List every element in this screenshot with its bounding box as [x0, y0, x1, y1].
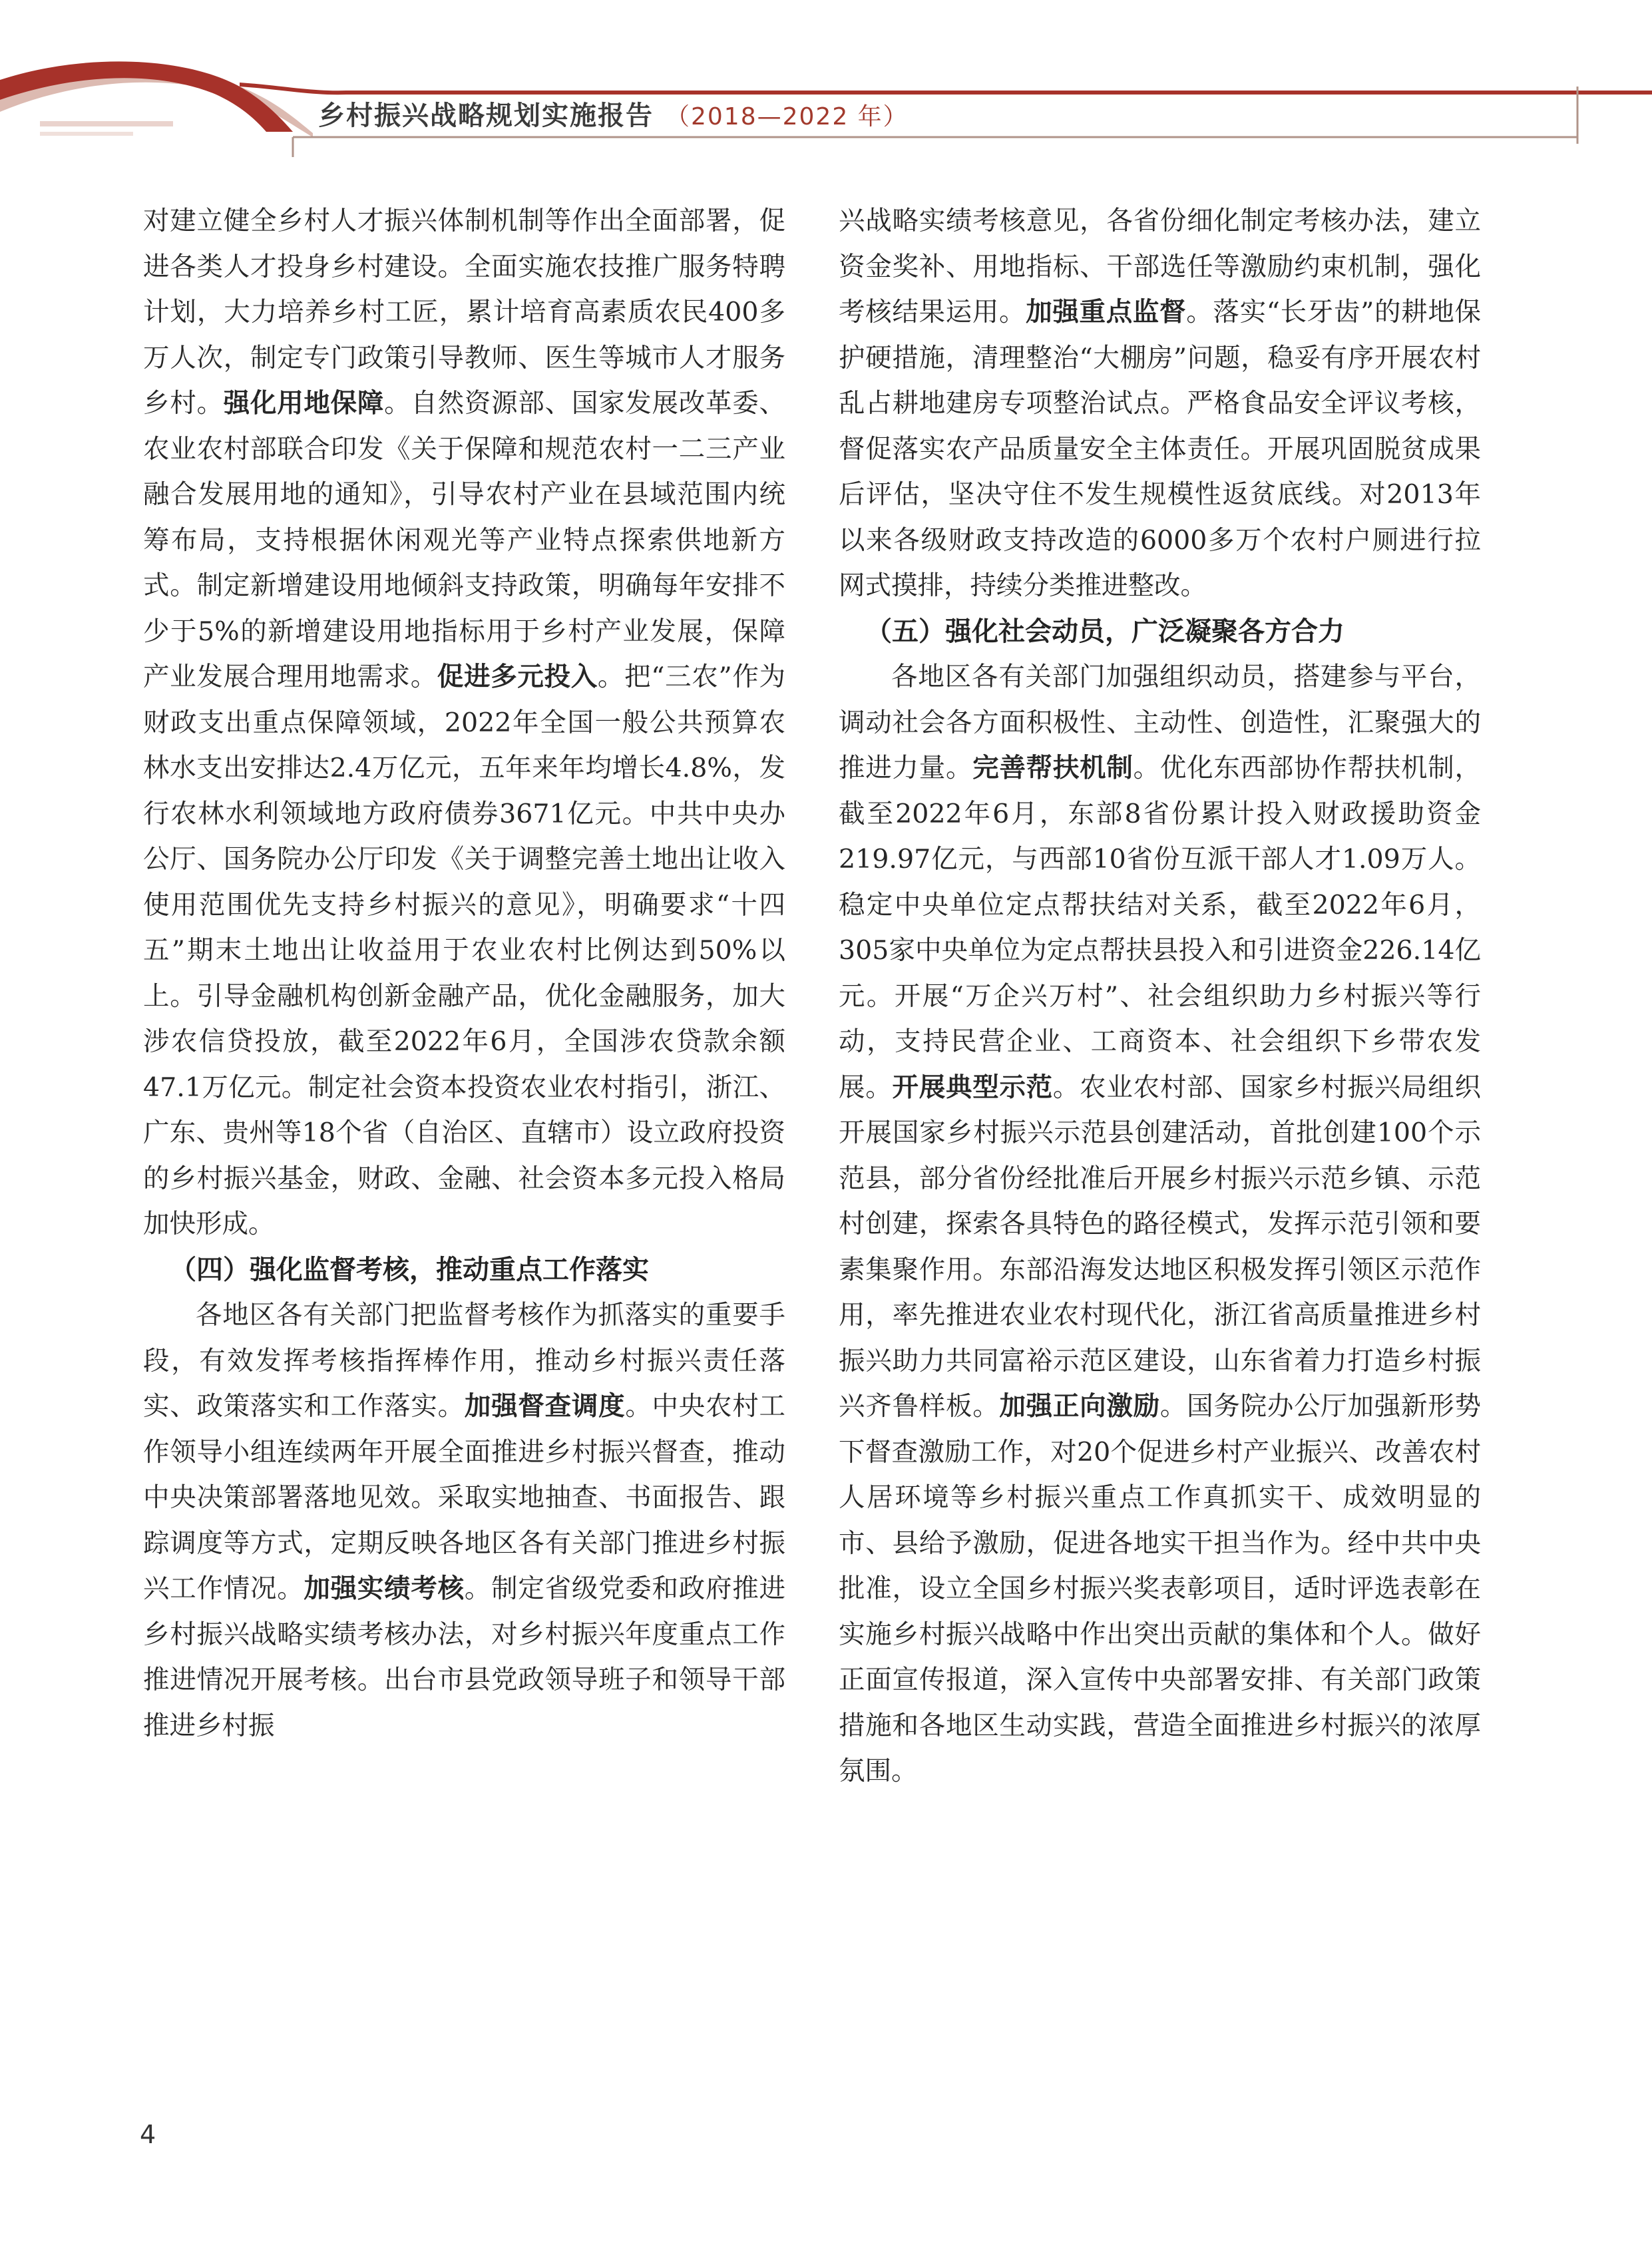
page-number: 4 [140, 2120, 156, 2149]
bold-keyword: 强化用地保障 [223, 388, 385, 419]
paragraph-text: 。农业农村部、国家乡村振兴局组织开展国家乡村振兴示范县创建活动，首批创建100个示范县，部分省份经批准后开展乡村振兴示范乡镇、示范村创建，探索各具特色的路径模式，发挥示范引领和要素集聚作用。东部沿海发达地区积极发挥引领区示范作用，率先推进农业农村现代化，浙江省高质量推进乡村振兴助力共同富裕示范区建设，山东省着力打造乡村振兴齐鲁样板。 [839, 1072, 1482, 1422]
section-heading-5: （五）强化社会动员，广泛凝聚各方合力 [865, 616, 1344, 647]
paragraph [839, 198, 1481, 609]
bold-keyword: 促进多元投入 [437, 662, 598, 692]
paragraph-text: 。国务院办公厅加强新形势下督查激励工作，对20个促进乡村产业振兴、改善农村人居环境等乡村振兴重点工作真抓实干、成效明显的市、县给予激励，促进各地实干担当作为。经中共中央批准，设立全国乡村振兴奖表彰项目，适时评选表彰在实施乡村振兴战略中作出突出贡献的集体和个人。做好正面宣传报道，深入宣传中央部署安排、有关部门政策措施和各地区生动实践，营造全面推进乡村振兴的浓厚氛围。 [839, 1391, 1482, 1786]
right-column [839, 198, 1481, 1794]
paragraph [143, 198, 785, 1247]
paragraph-text: 。制定省级党委和政府推进乡村振兴战略实绩考核办法，对乡村振兴年度重点工作推进情况开展考核。出台市县党政领导班子和领导干部推进乡村振 [143, 1573, 786, 1741]
left-column [143, 198, 785, 1748]
header-decoration [0, 0, 1652, 160]
paragraph [143, 1293, 785, 1748]
paragraph-text: 。把“三农”作为财政支出重点保障领域，2022年全国一般公共预算农林水支出安排达2.4万亿元，五年来年均增长4.8%，发行农林水利领域地方政府债券3671亿元。中共中央办公厅、国务院办公厅印发《关于调整完善土地出让收入使用范围优先支持乡村振兴的意见》，明确要求“十四五”期末土地出让收益用于农业农村比例达到50%以上。引导金融机构创新金融产品，优化金融服务，加大涉农信贷投放，截至2022年6月，全国涉农贷款余额47.1万亿元。制定社会资本投资农业农村指引，浙江、广东、贵州等18个省（自治区、直辖市）设立政府投资的乡村振兴基金，财政、金融、社会资本多元投入格局加快形成。 [143, 662, 786, 1239]
paragraph-text: 各地区各有关部门加强组织动员，搭建参与平台，调动社会各方面积极性、主动性、创造性，汇聚强大的推进力量。 [839, 662, 1481, 783]
section-heading-4: （四）强化监督考核，推动重点工作落实 [170, 1254, 649, 1285]
paragraph-text: 兴战略实绩考核意见，各省份细化制定考核办法，建立资金奖补、用地指标、干部选任等激励约束机制，强化考核结果运用。 [839, 206, 1481, 327]
paragraph-text: 。中央农村工作领导小组连续两年开展全面推进乡村振兴督查，推动中央决策部署落地见效。采取实地抽查、书面报告、跟踪调度等方式，定期反映各地区各有关部门推进乡村振兴工作情况。 [143, 1391, 786, 1604]
bold-keyword: 加强实绩考核 [304, 1573, 465, 1604]
report-year-range: （2018—2022 年） [666, 103, 909, 130]
bold-keyword: 加强正向激励 [999, 1391, 1160, 1422]
paragraph-text: 。落实“长牙齿”的耕地保护硬措施，清理整治“大棚房”问题，稳妥有序开展农村乱占耕地建房专项整治试点。严格食品安全评议考核，督促落实农产品质量安全主体责任。开展巩固脱贫成果后评估，坚决守住不发生规模性返贫底线。对2013年以来各级财政支持改造的6000多万个农村户厕进行拉网式摸排，持续分类推进整改。 [839, 297, 1482, 601]
bold-keyword: 加强督查调度 [464, 1391, 626, 1422]
report-title-text: 乡村振兴战略规划实施报告 [318, 101, 654, 131]
bold-keyword: 开展典型示范 [892, 1072, 1053, 1103]
paragraph-text: 。优化东西部协作帮扶机制，截至2022年6月，东部8省份累计投入财政援助资金219.97亿元，与西部10省份互派干部人才1.09万人。稳定中央单位定点帮扶结对关系，截至2022年6月，305家中央单位为定点帮扶县投入和引进资金226.14亿元。开展“万企兴万村”、社会组织助力乡村振兴等行动，支持民营企业、工商资本、社会组织下乡带农发展。 [839, 753, 1482, 1103]
paragraph [839, 654, 1481, 1794]
page-header [0, 0, 1652, 160]
bold-keyword: 完善帮扶机制 [972, 753, 1134, 783]
paragraph-text: 各地区各有关部门把监督考核作为抓落实的重要手段，有效发挥考核指挥棒作用，推动乡村振兴责任落实、政策落实和工作落实。 [143, 1300, 785, 1422]
report-title [318, 95, 909, 132]
bold-keyword: 加强重点监督 [1026, 297, 1187, 327]
paragraph-text: 对建立健全乡村人才振兴体制机制等作出全面部署，促进各类人才投身乡村建设。全面实施农技推广服务特聘计划，大力培养乡村工匠，累计培育高素质农民400多万人次，制定专门政策引导教师、医生等城市人才服务乡村。 [143, 206, 785, 419]
paragraph-text: 。自然资源部、国家发展改革委、农业农村部联合印发《关于保障和规范农村一二三产业融合发展用地的通知》，引导农村产业在县域范围内统筹布局，支持根据休闲观光等产业特点探索供地新方式。制定新增建设用地倾斜支持政策，明确每年安排不少于5%的新增建设用地指标用于乡村产业发展，保障产业发展合理用地需求。 [143, 388, 786, 692]
